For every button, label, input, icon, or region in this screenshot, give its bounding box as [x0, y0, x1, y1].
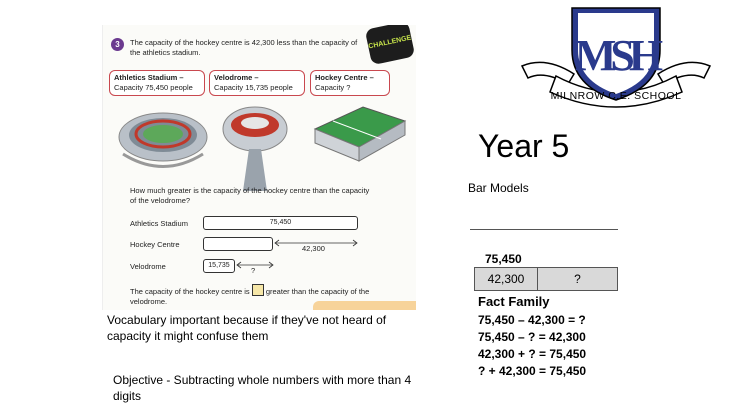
- logo-monogram: MSH: [574, 31, 658, 80]
- fact-4: ? + 42,300 = 75,450: [478, 364, 587, 378]
- athletics-stadium-illustration: [119, 113, 207, 167]
- answer-sentence: The capacity of the hockey centre is greater than the capacity of the velodrome.: [130, 284, 375, 307]
- objective-note: Objective - Subtracting whole numbers with more than 4 digits: [113, 373, 412, 403]
- stadium-illustrations: [103, 99, 416, 195]
- fact-2: 75,450 – ? = 42,300: [478, 330, 586, 344]
- fact-3: 42,300 + ? = 75,450: [478, 347, 587, 361]
- bar-hockey: [203, 237, 273, 251]
- row-label-hockey: Hockey Centre: [130, 240, 180, 249]
- card-velodrome: Velodrome – Capacity 15,735 people: [209, 70, 305, 96]
- vocabulary-note: Vocabulary important because if they've not heard of capacity it might confuse them: [107, 313, 387, 343]
- school-logo: [516, 4, 716, 116]
- bar-model-unknown-part: ?: [574, 272, 581, 286]
- bar-athletics: 75,450: [203, 216, 358, 230]
- question-prompt: How much greater is the capacity of the hockey centre than the capacity of the velodrome?: [130, 186, 370, 205]
- question-text: The capacity of the hockey centre is 42,300 less than the capacity of the athletics stadium.: [130, 38, 358, 57]
- row-label-velodrome: Velodrome: [130, 262, 166, 271]
- card-athletics: Athletics Stadium – Capacity 75,450 people: [109, 70, 205, 96]
- worksheet-image: [102, 25, 416, 310]
- velodrome-illustration: [223, 107, 287, 191]
- fact-1: 75,450 – 42,300 = ?: [478, 313, 586, 327]
- bar-model: [474, 267, 618, 291]
- slide-title: Year 5: [478, 128, 570, 164]
- answer-box[interactable]: [252, 284, 264, 296]
- decorative-strip: [313, 301, 416, 310]
- row-label-athletics: Athletics Stadium: [130, 219, 188, 228]
- velodrome-unknown-label: ?: [251, 266, 256, 275]
- hockey-centre-illustration: [315, 107, 405, 161]
- bar-model-whole: 75,450: [485, 252, 522, 266]
- question-number: 3: [111, 38, 124, 51]
- fact-family-heading: Fact Family: [478, 294, 550, 309]
- logo-school-name: MILNROW C.E. SCHOOL: [550, 90, 682, 102]
- challenge-badge: CHALLENGE: [365, 25, 416, 65]
- bar-velodrome: 15,735: [203, 259, 235, 273]
- slide-subtitle: Bar Models: [468, 181, 529, 195]
- bar-model-top-line: [470, 229, 618, 230]
- hockey-difference-label: 42,300: [302, 244, 325, 253]
- bar-model-known-part: 42,300: [475, 268, 538, 290]
- card-hockey: Hockey Centre – Capacity ?: [310, 70, 390, 96]
